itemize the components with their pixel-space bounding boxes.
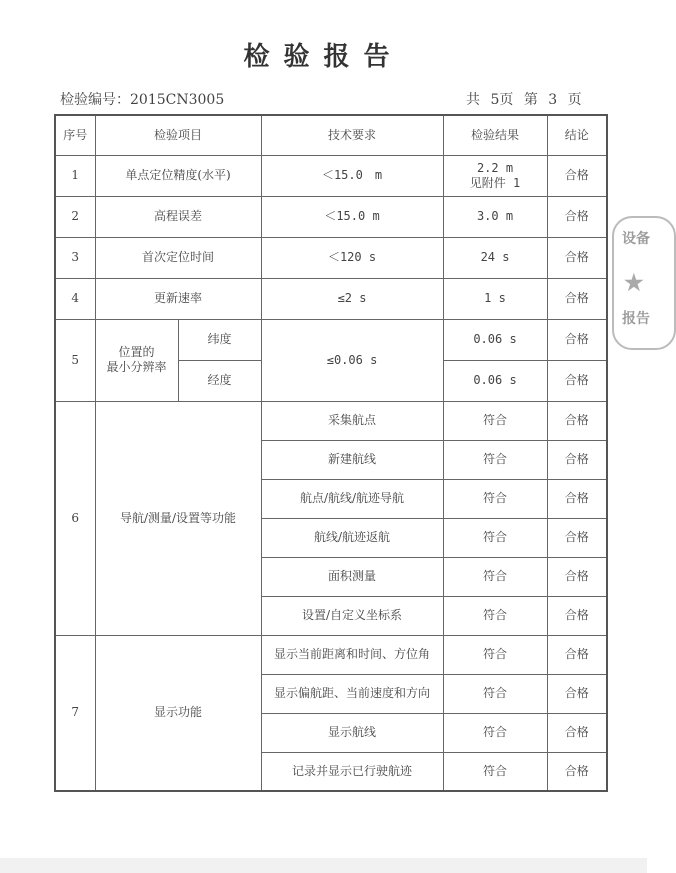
row-no: 7 (55, 635, 95, 791)
row-result: 符合 (443, 401, 547, 440)
row-result: 3.0 m (443, 196, 547, 237)
row-conclusion: 合格 (547, 440, 607, 479)
row-result: 24 s (443, 237, 547, 278)
row-conclusion: 合格 (547, 518, 607, 557)
report-number-value: 2015CN3005 (130, 92, 225, 108)
page-total: 5页 (490, 92, 514, 108)
table-row (55, 237, 607, 278)
row-no: 5 (55, 319, 95, 401)
row-item-line2: 最小分辨率 (106, 360, 167, 374)
row-requirement: ＜15.0 m (261, 155, 443, 196)
row-item: 首次定位时间 (95, 237, 261, 278)
row-result: 符合 (443, 596, 547, 635)
row-item: 高程误差 (95, 196, 261, 237)
row-requirement: 显示当前距离和时间、方位角 (261, 635, 443, 674)
row-requirement: 面积测量 (261, 557, 443, 596)
table-row (55, 401, 607, 440)
header-conclusion: 结论 (547, 115, 607, 155)
page-info (466, 89, 584, 109)
table-row (55, 319, 607, 360)
row-no: 2 (55, 196, 95, 237)
page-total-prefix: 共 (466, 92, 480, 108)
header-result: 检验结果 (443, 115, 547, 155)
star-icon: ★ (624, 270, 644, 296)
row-requirement: ≤0.06 s (261, 319, 443, 401)
seal-stamp (612, 216, 676, 350)
row-no: 4 (55, 278, 95, 319)
row-requirement: 记录并显示已行驶航迹 (261, 752, 443, 791)
row-result: 符合 (443, 440, 547, 479)
row-item: 更新速率 (95, 278, 261, 319)
stamp-text-top: 设备 (622, 231, 650, 247)
table-row (55, 155, 607, 196)
stamp-text-bottom: 报告 (622, 311, 650, 327)
row-conclusion: 合格 (547, 713, 607, 752)
row-result: 符合 (443, 674, 547, 713)
row-item: 显示功能 (95, 635, 261, 791)
row-conclusion: 合格 (547, 155, 607, 196)
row-conclusion: 合格 (547, 752, 607, 791)
row-conclusion: 合格 (547, 360, 607, 401)
row-requirement: 显示偏航距、当前速度和方向 (261, 674, 443, 713)
header-item: 检验项目 (95, 115, 261, 155)
row-subitem-latitude: 纬度 (178, 319, 261, 360)
row-conclusion: 合格 (547, 635, 607, 674)
row-requirement: 采集航点 (261, 401, 443, 440)
row-no: 3 (55, 237, 95, 278)
row-no: 1 (55, 155, 95, 196)
row-result: 符合 (443, 518, 547, 557)
row-requirement: 显示航线 (261, 713, 443, 752)
row-result: 符合 (443, 557, 547, 596)
row-result: 符合 (443, 635, 547, 674)
report-number-label: 检验编号： (60, 92, 130, 108)
row-requirement: ＜120 s (261, 237, 443, 278)
row-requirement: 设置/自定义坐标系 (261, 596, 443, 635)
row-requirement: 航线/航迹返航 (261, 518, 443, 557)
row-conclusion: 合格 (547, 319, 607, 360)
row-result-value: 2.2 m (476, 160, 514, 175)
report-number (60, 89, 224, 109)
row-requirement: 新建航线 (261, 440, 443, 479)
row-result: 符合 (443, 713, 547, 752)
row-result: 1 s (443, 278, 547, 319)
scan-bottom-edge (0, 858, 647, 873)
row-requirement: 航点/航线/航迹导航 (261, 479, 443, 518)
row-item (95, 319, 178, 401)
page-current-prefix: 第 (523, 92, 538, 108)
row-conclusion: 合格 (547, 674, 607, 713)
page-title: 检验报告 (243, 42, 404, 72)
row-result: 符合 (443, 752, 547, 791)
header-requirement: 技术要求 (261, 115, 443, 155)
row-result: 0.06 s (443, 360, 547, 401)
row-result (443, 155, 547, 196)
row-no: 6 (55, 401, 95, 635)
table-header-row (55, 115, 607, 155)
row-result: 0.06 s (443, 319, 547, 360)
page-current-suffix: 页 (567, 92, 582, 108)
row-conclusion: 合格 (547, 196, 607, 237)
row-requirement: ≤2 s (261, 278, 443, 319)
table-row (55, 635, 607, 674)
row-result: 符合 (443, 479, 547, 518)
row-conclusion: 合格 (547, 401, 607, 440)
row-result-note: 见附件 1 (469, 175, 521, 190)
table-row (55, 196, 607, 237)
table-row (55, 278, 607, 319)
row-conclusion: 合格 (547, 278, 607, 319)
row-subitem-longitude: 经度 (178, 360, 261, 401)
row-item: 导航/测量/设置等功能 (95, 401, 261, 635)
inspection-table (54, 114, 608, 792)
row-item-line1: 位置的 (118, 345, 155, 359)
page-current: 3 (548, 92, 558, 108)
row-conclusion: 合格 (547, 237, 607, 278)
row-conclusion: 合格 (547, 557, 607, 596)
row-item: 单点定位精度(水平) (95, 155, 261, 196)
row-conclusion: 合格 (547, 479, 607, 518)
row-requirement: ＜15.0 m (261, 196, 443, 237)
header-no: 序号 (55, 115, 95, 155)
row-conclusion: 合格 (547, 596, 607, 635)
